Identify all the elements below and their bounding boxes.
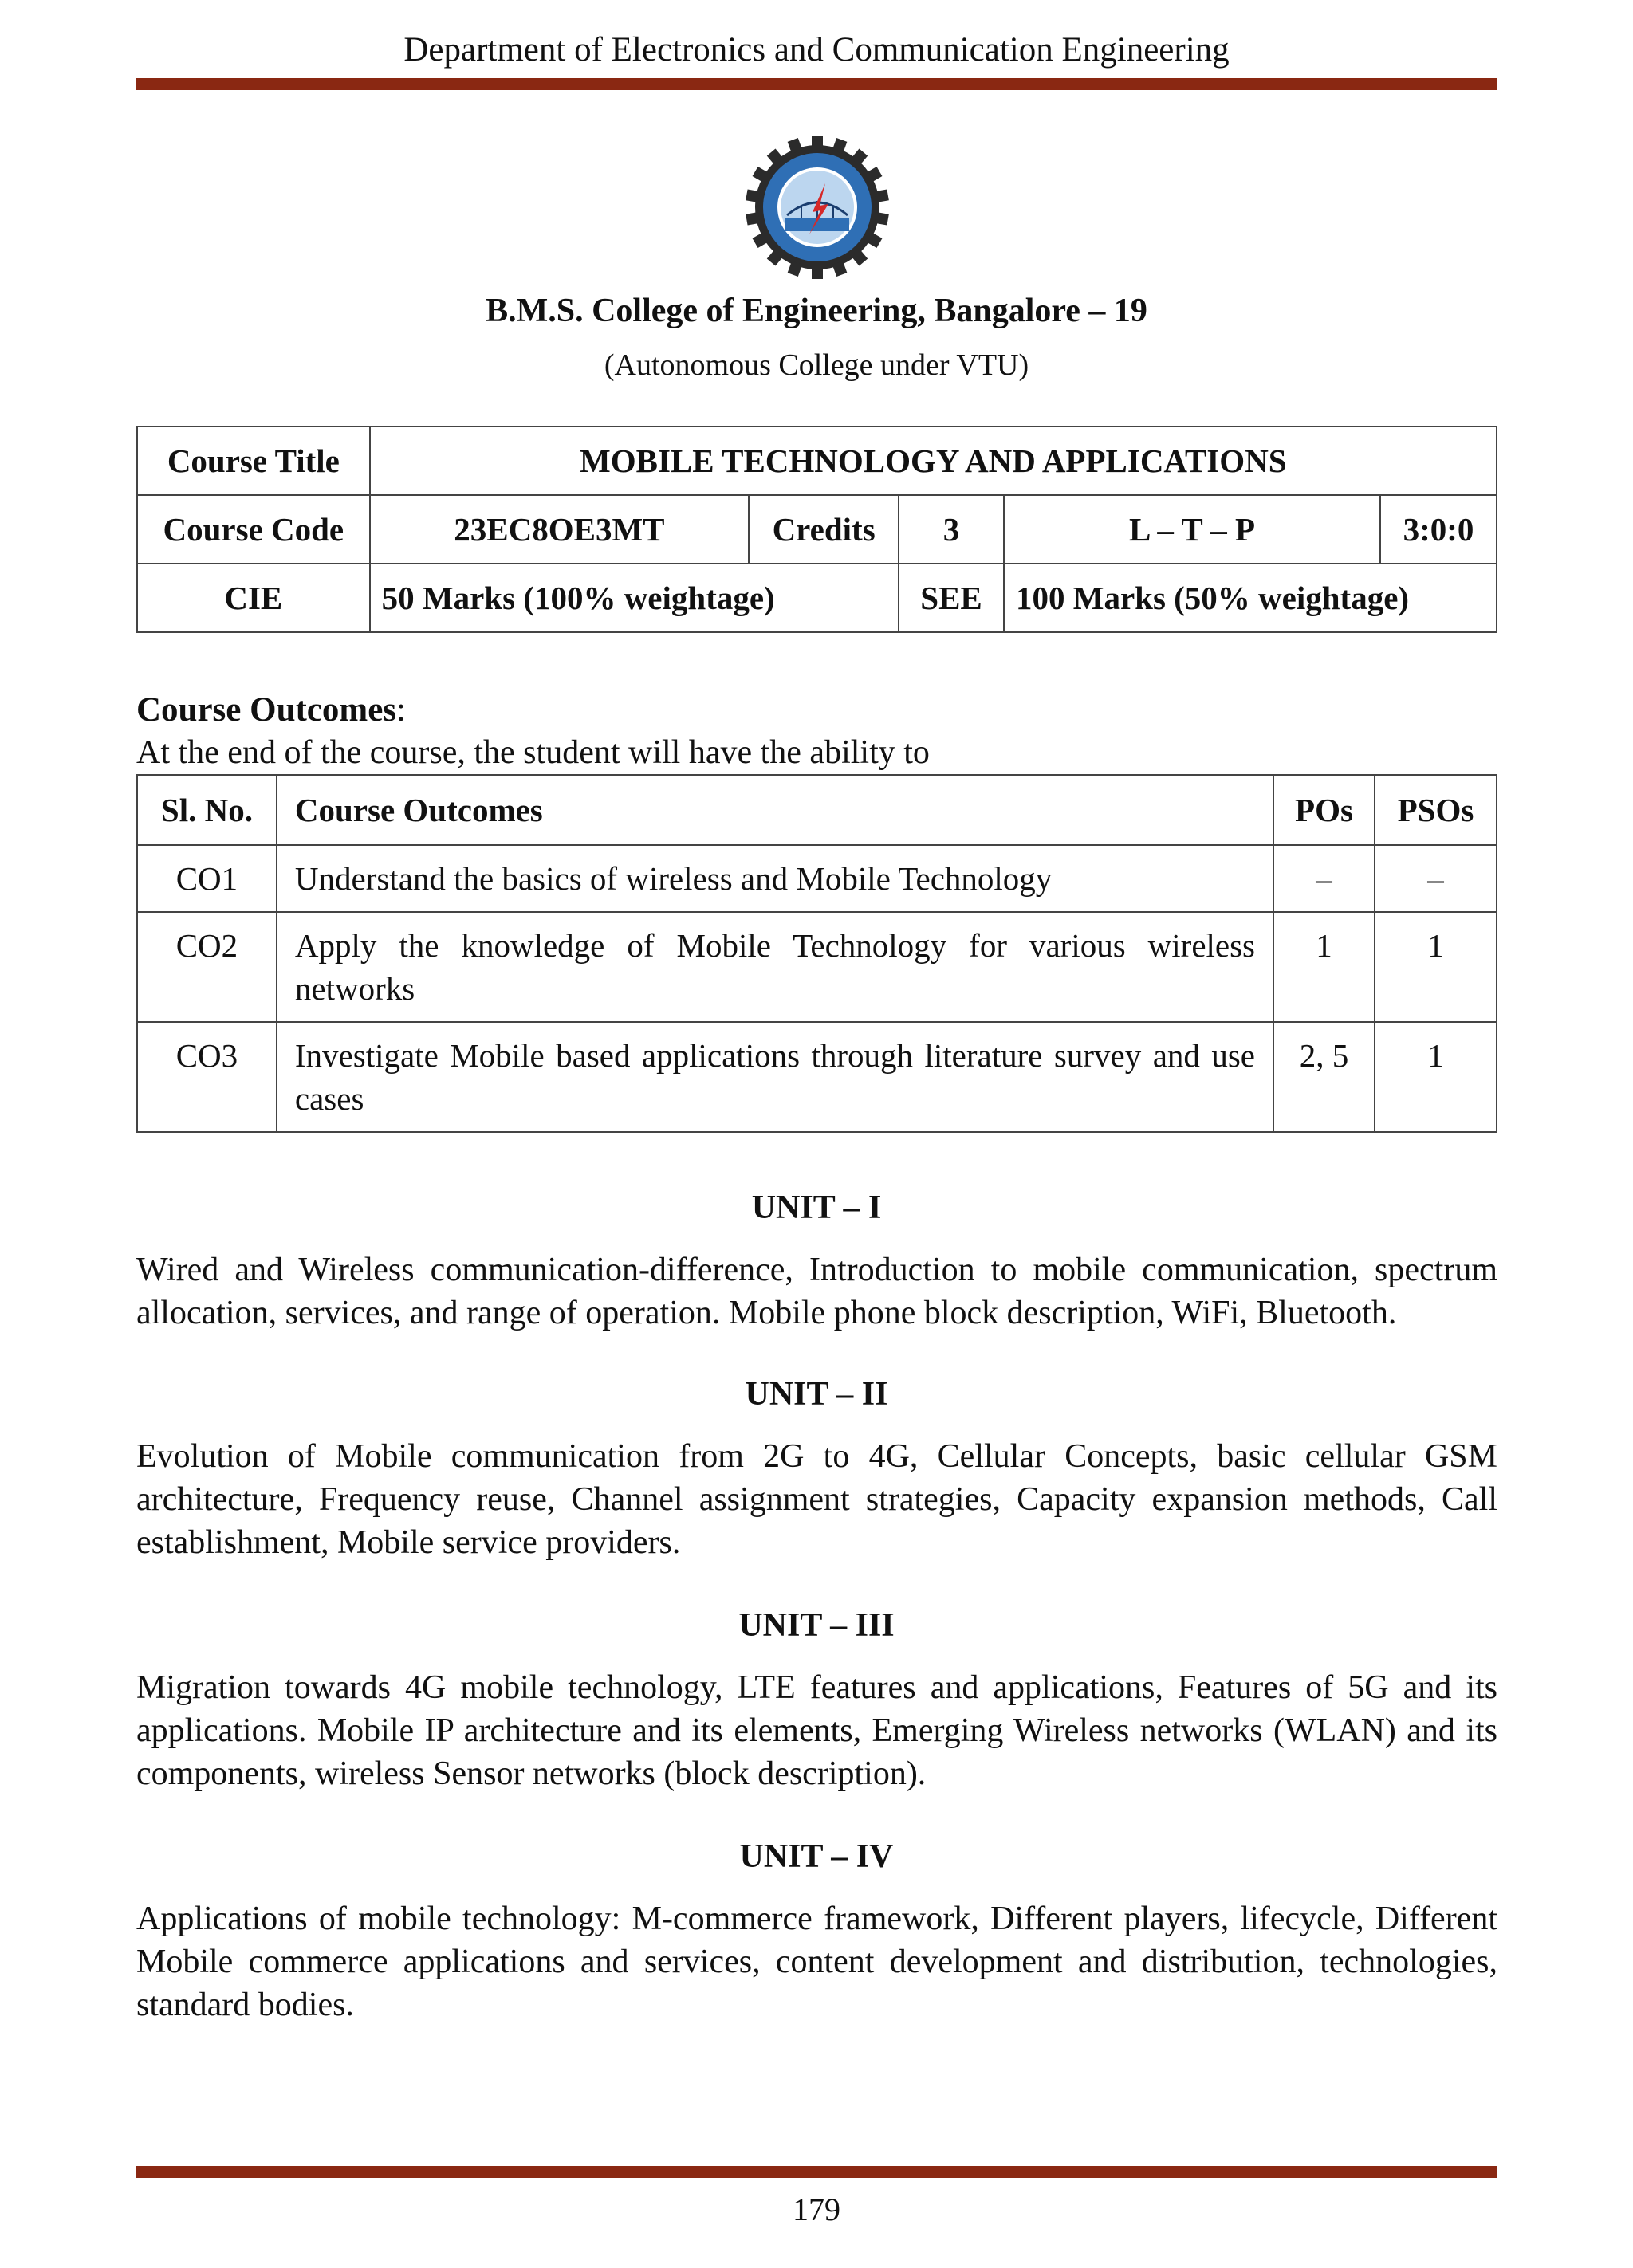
page-number: 179 (793, 2191, 840, 2227)
course-code-label: Course Code (137, 495, 370, 564)
co-pos: 1 (1273, 912, 1375, 1022)
co-pos: 2, 5 (1273, 1022, 1375, 1132)
co-text: Understand the basics of wireless and Mobile Technology (277, 845, 1273, 912)
course-info-table (136, 426, 1497, 633)
column-header: Course Outcomes (277, 775, 1273, 845)
credits-value: 3 (899, 495, 1004, 564)
unit-1-body: Wired and Wireless communication-difference, Introduction to mobile communication, spectrum allocation, services, and range of operation. Mobile phone block description, WiFi, Bluetooth. (136, 1252, 1497, 1331)
course-outcomes-heading: Course Outcomes: (136, 691, 406, 729)
unit-4-title: UNIT – IV (739, 1838, 894, 1875)
unit-2-body: Evolution of Mobile communication from 2G to 4G, Cellular Concepts, basic cellular GSM architecture, Frequency reuse, Channel assignment strategies, Capacity expansion methods, Call establishment, Mobile service providers. (136, 1438, 1497, 1561)
college-seal-icon (746, 136, 889, 279)
college-name: B.M.S. College of Engineering, Bangalore – 19 (486, 293, 1147, 329)
unit-1-title: UNIT – I (751, 1189, 882, 1226)
course-outcomes-table (136, 774, 1497, 1133)
unit-3-body: Migration towards 4G mobile technology, LTE features and applications, Features of 5G and its applications. Mobile IP architecture and its elements, Emerging Wireless networks (WLAN) and its components, wireless Sensor networks (block description). (136, 1669, 1497, 1792)
course-code: 23EC8OE3MT (370, 495, 750, 564)
column-header: POs (1273, 775, 1375, 845)
co-text: Investigate Mobile based applications through literature survey and use cases (277, 1022, 1273, 1132)
course-title-label: Course Title (137, 426, 370, 495)
credits-label: Credits (749, 495, 899, 564)
table-row (137, 845, 1497, 912)
co-id: CO2 (137, 912, 277, 1022)
department-header: Department of Electronics and Communication Engineering (403, 31, 1230, 69)
cie-label: CIE (137, 564, 370, 632)
column-header: Sl. No. (137, 775, 277, 845)
course-outcomes-intro: At the end of the course, the student will have the ability to (136, 734, 930, 771)
cie-value: 50 Marks (100% weightage) (370, 564, 899, 632)
unit-2-title: UNIT – II (745, 1376, 888, 1413)
co-psos: 1 (1375, 1022, 1497, 1132)
co-id: CO1 (137, 845, 277, 912)
co-id: CO3 (137, 1022, 277, 1132)
college-affiliation: (Autonomous College under VTU) (604, 348, 1029, 382)
unit-3-title: UNIT – III (738, 1607, 895, 1644)
see-label: SEE (899, 564, 1004, 632)
see-value: 100 Marks (50% weightage) (1004, 564, 1497, 632)
table-row (137, 912, 1497, 1022)
co-pos: – (1273, 845, 1375, 912)
ltp-label: L – T – P (1004, 495, 1380, 564)
table-row (137, 1022, 1497, 1132)
ltp-value: 3:0:0 (1380, 495, 1497, 564)
co-psos: 1 (1375, 912, 1497, 1022)
co-psos: – (1375, 845, 1497, 912)
course-title: MOBILE TECHNOLOGY AND APPLICATIONS (370, 426, 1497, 495)
unit-4-body: Applications of mobile technology: M-commerce framework, Different players, lifecycle, Different Mobile commerce applications and services, content development and distribution, technologies, standard bodies. (136, 1900, 1497, 2023)
header-rule (136, 78, 1497, 90)
co-text: Apply the knowledge of Mobile Technology for various wireless networks (277, 912, 1273, 1022)
table-header-row (137, 775, 1497, 845)
column-header: PSOs (1375, 775, 1497, 845)
footer-rule (136, 2166, 1497, 2178)
